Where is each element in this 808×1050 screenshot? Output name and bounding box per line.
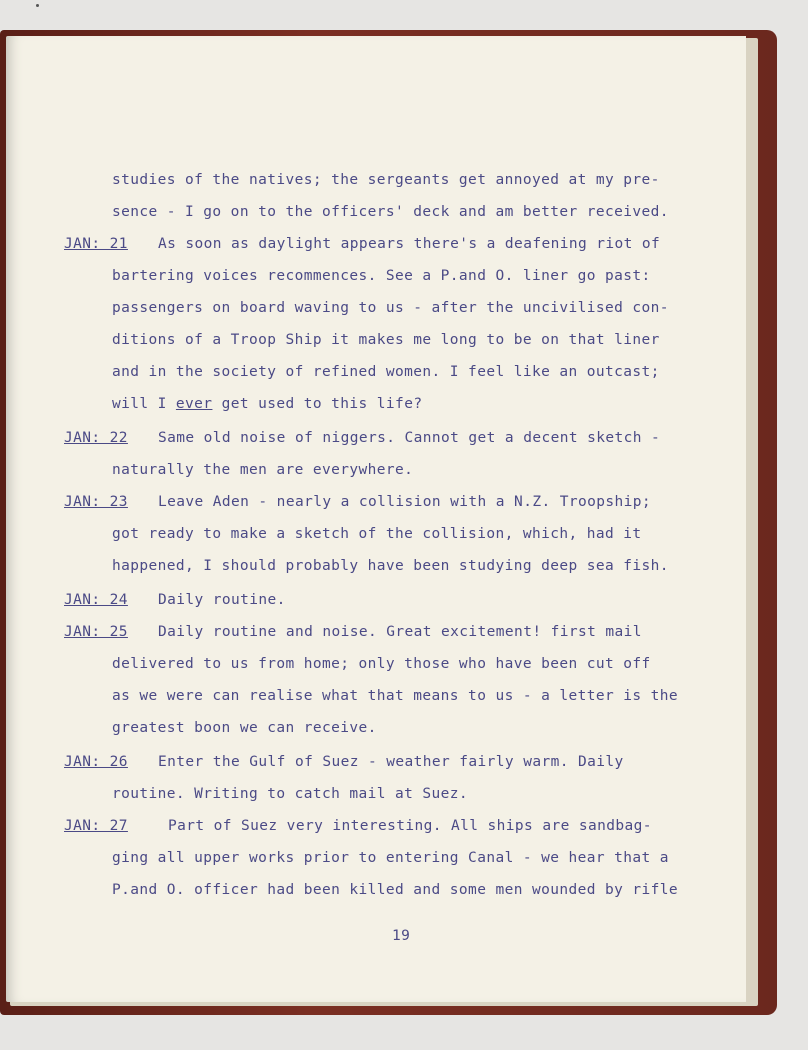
typed-text bbox=[6, 36, 746, 1002]
text-line: as we were can realise what that means to us - a letter is the bbox=[112, 688, 679, 704]
text-line: routine. Writing to catch mail at Suez. bbox=[112, 786, 469, 802]
text-line: Part of Suez very interesting. All ships are sandbag- bbox=[168, 818, 652, 834]
text-line: got ready to make a sketch of the collision, which, had it bbox=[112, 526, 642, 542]
entry-date: JAN: 24 bbox=[64, 592, 128, 608]
text-line: bartering voices recommences. See a P.and O. liner go past: bbox=[112, 268, 651, 284]
text-line: and in the society of refined women. I feel like an outcast; bbox=[112, 364, 660, 380]
text-line: happened, I should probably have been studying deep sea fish. bbox=[112, 558, 669, 574]
text-line: Leave Aden - nearly a collision with a N.Z. Troopship; bbox=[158, 494, 652, 510]
page-number: 19 bbox=[392, 928, 411, 944]
text-line: naturally the men are everywhere. bbox=[112, 462, 414, 478]
entry-date: JAN: 21 bbox=[64, 236, 128, 252]
dust-speck bbox=[36, 4, 39, 7]
text-line: P.and O. officer had been killed and some men wounded by rifle bbox=[112, 882, 679, 898]
text-line: greatest boon we can receive. bbox=[112, 720, 377, 736]
text-line: ging all upper works prior to entering Canal - we hear that a bbox=[112, 850, 669, 866]
entry-date: JAN: 23 bbox=[64, 494, 128, 510]
entry-date: JAN: 25 bbox=[64, 624, 128, 640]
entry-date: JAN: 26 bbox=[64, 754, 128, 770]
text-line: will I ever get used to this life? bbox=[112, 396, 423, 412]
entry-date: JAN: 27 bbox=[64, 818, 128, 834]
entry-date: JAN: 22 bbox=[64, 430, 128, 446]
text-line: sence - I go on to the officers' deck and am better received. bbox=[112, 204, 669, 220]
text-line: studies of the natives; the sergeants get annoyed at my pre- bbox=[112, 172, 660, 188]
text-line: As soon as daylight appears there's a deafening riot of bbox=[158, 236, 661, 252]
text-line: Same old noise of niggers. Cannot get a decent sketch - bbox=[158, 430, 661, 446]
text-line: ditions of a Troop Ship it makes me long to be on that liner bbox=[112, 332, 660, 348]
underlined-word: ever bbox=[175, 396, 213, 412]
text-line: Daily routine and noise. Great excitement! first mail bbox=[158, 624, 642, 640]
text-line: passengers on board waving to us - after the uncivilised con- bbox=[112, 300, 669, 316]
text-line: Enter the Gulf of Suez - weather fairly warm. Daily bbox=[158, 754, 624, 770]
manuscript-page bbox=[6, 36, 746, 1002]
text-line: delivered to us from home; only those who have been cut off bbox=[112, 656, 651, 672]
text-line: Daily routine. bbox=[158, 592, 286, 608]
